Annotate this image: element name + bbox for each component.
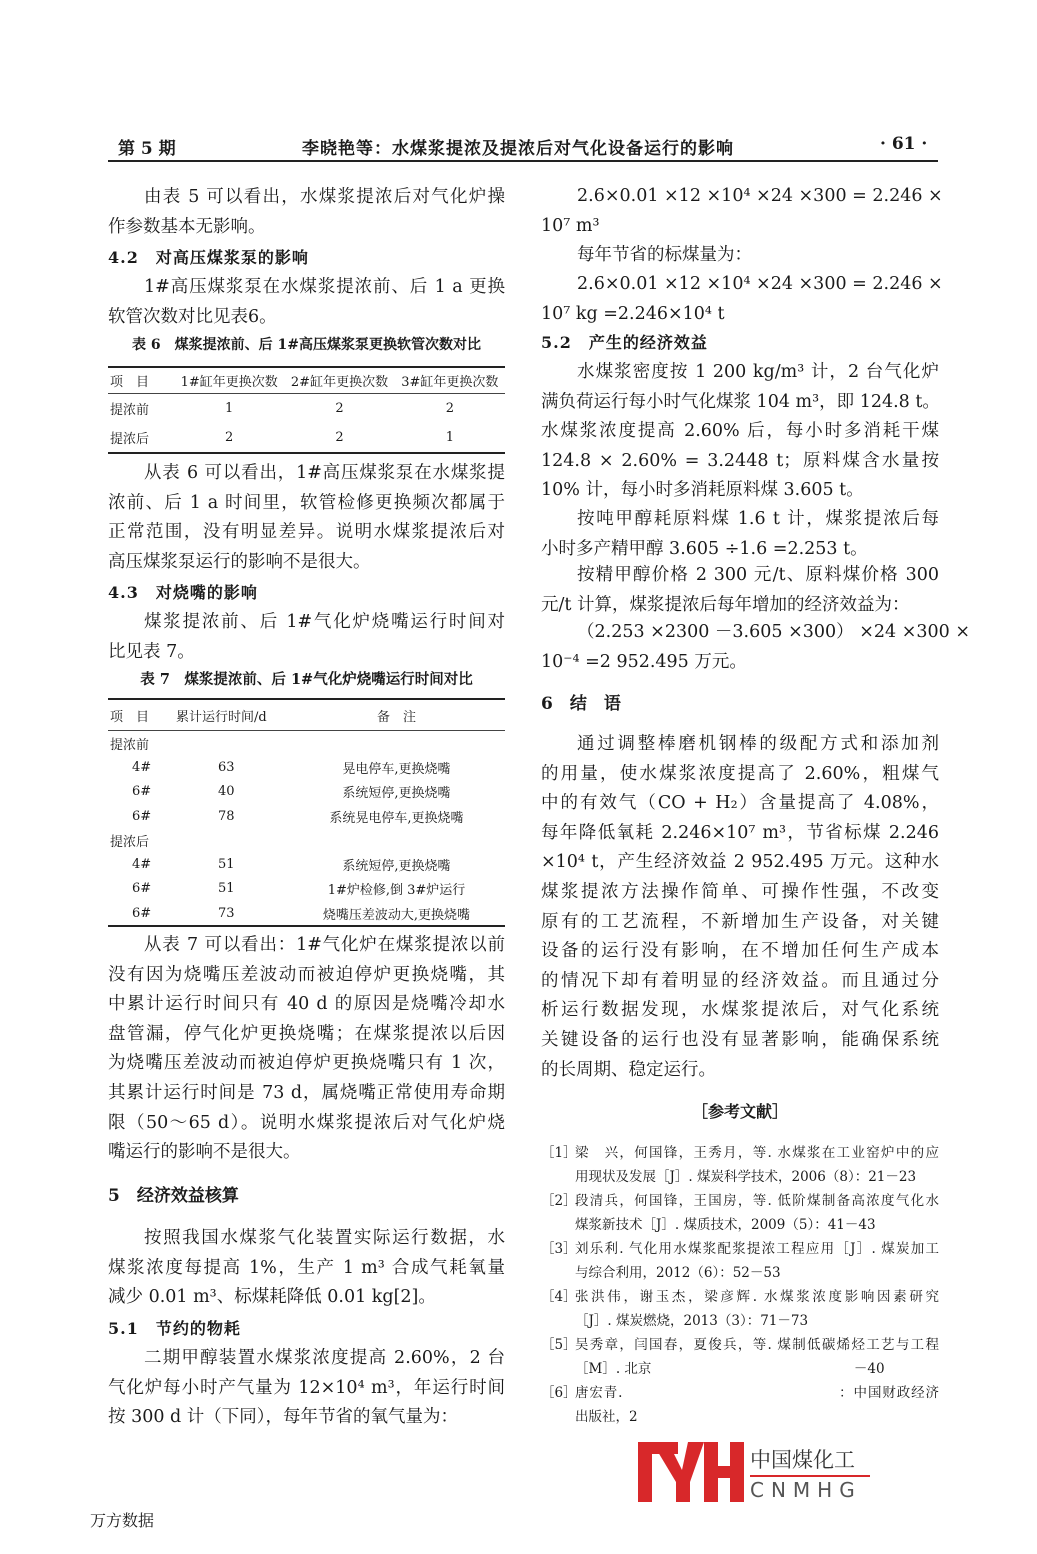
table-group-row [108,731,505,756]
text-line: 10⁻⁴ =2 952.495 万元。 [541,651,747,672]
text-line: 按吨甲醇耗原料煤 1.6 t 计，煤浆提浓后每 [577,509,939,529]
cell: 2 [225,430,234,445]
reference-line: 张洪伟，谢玉杰，梁彦辉. 水煤浆浓度影响因素研究 [575,1289,939,1305]
table-row [108,423,505,453]
text-line: 浓前、后 1 a 时间里，软管检修更换频次都属于 [108,492,505,513]
cell: 系统短停,更换烧嘴 [342,859,451,875]
table-group-row [108,828,505,852]
text-line: 10% 计，每小时多消耗原料煤 3.605 t。 [541,480,864,501]
reference-number: ［2］ [541,1193,577,1209]
reference-number: ［5］ [541,1337,577,1353]
reference-item [541,1381,939,1429]
paragraph [541,561,939,620]
text-line: 每年节省的标煤量为： [577,245,752,265]
text-line: 原有的工艺流程，不新增加生产设备，对关键 [541,911,939,932]
col-header: 2#缸年更换次数 [284,367,394,394]
cell: 51 [218,857,235,873]
reference-line: 煤浆新技术［J］. 煤质技术，2009（5）：41－43 [575,1217,876,1233]
text-line: 中的有效气（CO + H₂）含量提高了 4.08%， [541,793,939,814]
equation-coal [541,270,943,329]
text-line: 煤浆提浓前、后 1#气化炉烧嘴运行时间对 [144,612,505,632]
col-header: 备 注 [288,699,505,731]
paragraph [108,931,505,1168]
paragraph [108,459,505,577]
cell: 2 [335,401,344,416]
cell: 1 [445,430,454,445]
col-header: 1#缸年更换次数 [174,367,284,394]
section-heading-5-1: 5.1 节约的物耗 [108,1319,241,1338]
text-line: 元/t 计算，煤浆提浓后每年增加的经济效益为： [541,594,910,615]
text-line: 煤浆提浓方法操作简单、可操作性强，不改变 [541,881,939,902]
col-header: 项 目 [108,699,174,731]
header-rule [108,160,938,162]
reference-line: 刘乐利. 气化用水煤浆配浆提浓工程应用［J］. 煤炭加工 [575,1241,939,1257]
text-line: 按 300 d 计（下同），每年节省的氧气量为： [108,1407,459,1428]
cell: 烧嘴压差波动大,更换烧嘴 [322,907,471,923]
paragraph [108,1224,505,1313]
text-line: 软管次数对比见表6。 [108,306,277,327]
cell: 提浓前 [110,403,150,418]
text-line: 10⁷ kg =2.246×10⁴ t [541,303,725,324]
group-label: 提浓后 [110,834,150,850]
text-line: 2.6×0.01 ×12 ×10⁴ ×24 ×300 = 2.246 × [577,186,943,206]
text-line: （2.253 ×2300 －3.605 ×300） ×24 ×300 × [577,622,970,642]
cell: 2 [445,401,454,416]
text-line: 为烧嘴压差波动而被迫停炉更换烧嘴只有 1 次， [108,1053,505,1074]
running-title: 李晓艳等：水煤浆提浓及提浓后对气化设备运行的影响 [302,139,734,159]
section-heading-5: 5 经济效益核算 [108,1186,239,1206]
col-header: 项 目 [108,367,174,394]
text-line: 1#高压煤浆泵在水煤浆提浓前、后 1 a 更换 [144,277,505,297]
cell: 提浓后 [110,432,150,447]
paragraph [108,273,505,332]
cell: 6# [132,808,152,824]
reference-item [541,1141,939,1189]
section-heading-4-3: 4.3 对烧嘴的影响 [108,583,258,602]
text-line: 满负荷运行每小时气化煤浆 104 m³，即 124.8 t。 [541,391,940,412]
table-row [108,852,505,876]
references-heading: ［参考文献］ [691,1102,788,1121]
text-line: 减少 0.01 m³、标煤耗降低 0.01 kg[2]。 [108,1287,436,1308]
table-row [108,901,505,926]
watermark-cn-text: 中国煤化工 [750,1448,855,1472]
reference-list [541,1141,939,1429]
watermark-logo [638,1442,948,1504]
col-header: 3#缸年更换次数 [395,367,505,394]
text-line: 从表 7 可以看出：1#气化炉在煤浆提浓以前 [144,935,505,955]
text-line: 按精甲醇价格 2 300 元/t、原料煤价格 300 [577,565,939,585]
paragraph [541,241,939,271]
text-line: 二期甲醇装置水煤浆浓度提高 2.60%，2 台 [144,1348,505,1368]
watermark-en-text: CNMHG [750,1478,862,1502]
equation-benefit [541,618,970,677]
cell: 4# [132,759,152,775]
reference-item [541,1285,939,1333]
cell: 1#炉检修,倒 3#炉运行 [327,883,466,899]
text-line: 关键设备的运行也没有显著影响，能确保系统 [541,1029,939,1050]
cell: 系统短停,更换烧嘴 [342,786,451,802]
text-line: 气化炉每小时产气量为 12×10⁴ m³，年运行时间 [108,1377,505,1398]
text-line: 从表 6 可以看出，1#高压煤浆泵在水煤浆提 [144,463,505,483]
text-line: 的用量，使水煤浆浓度提高了 2.60%，粗煤气 [541,763,939,784]
cell: 晃电停车,更换烧嘴 [342,761,451,777]
table-7-title: 表 7 煤浆提浓前、后 1#气化炉烧嘴运行时间对比 [140,671,473,688]
reference-number: ［3］ [541,1241,577,1257]
reference-item [541,1189,939,1237]
reference-number: ［1］ [541,1145,577,1161]
paragraph [108,1344,505,1433]
table-6-title: 表 6 煤浆提浓前、后 1#高压煤浆泵更换软管次数对比 [132,337,481,353]
text-line: 每年降低氧耗 2.246×10⁷ m³，节省标煤 2.246 [541,822,939,843]
reference-line: 段清兵，何国锋，王国房，等. 低阶煤制备高浓度气化水 [575,1193,939,1209]
table-6 [108,366,505,454]
section-heading-6: 6 结 语 [541,694,621,714]
footer-source: 万方数据 [90,1511,155,1530]
text-line: 的长周期、稳定运行。 [541,1059,716,1080]
text-line: 小时多产精甲醇 3.605 ÷1.6 =2.253 t。 [541,538,868,559]
equation-oxygen [541,182,943,241]
cell: 1 [225,401,234,416]
paragraph [108,183,505,242]
text-line: 煤浆浓度每提高 1%，生产 1 m³ 合成气耗氧量 [108,1257,505,1278]
section-heading-4-2: 4.2 对高压煤浆泵的影响 [108,248,309,267]
text-line: 2.6×0.01 ×12 ×10⁴ ×24 ×300 = 2.246 × [577,274,943,294]
reference-item [541,1237,939,1285]
cell: 63 [218,759,235,775]
text-line: 嘴运行的影响不是很大。 [108,1142,301,1163]
cell: 6# [132,905,152,921]
text-line: 中累计运行时间只有 40 d 的原因是烧嘴冷却水 [108,994,505,1015]
text-line: 按照我国水煤浆气化装置实际运行数据，水 [144,1228,505,1248]
table-header-row [108,367,505,394]
table-row [108,394,505,424]
text-line: 其累计运行时间是 73 d，属烧嘴正常使用寿命期 [108,1082,505,1103]
reference-line: ［J］. 煤炭燃烧，2013（3）：71－73 [575,1313,809,1329]
text-line: 正常范围，没有明显差异。说明水煤浆提浓后对 [108,522,505,543]
reference-line: 唐宏青. ：中国财政经济 [575,1385,939,1401]
reference-number: ［6］ [541,1385,577,1401]
cell: 40 [218,784,235,800]
text-line: 水煤浆密度按 1 200 kg/m³ 计，2 台气化炉 [577,362,939,382]
text-line: 水煤浆浓度提高 2.60% 后，每小时多消耗干煤 [541,421,939,442]
text-line: 通过调整棒磨机钢棒的级配方式和添加剂 [577,734,939,754]
col-header: 累计运行时间/d [174,699,288,731]
table-row [108,780,505,804]
cell: 78 [218,808,235,824]
cell: 6# [132,881,152,897]
table-7 [108,698,505,927]
cell: 51 [218,881,235,897]
text-line: 限（50～65 d）。说明水煤浆提浓后对气化炉烧 [108,1112,505,1133]
issue-number: 第 5 期 [118,139,176,159]
table-header-row [108,699,505,731]
cell: 6# [132,784,152,800]
cell: 系统晃电停车,更换烧嘴 [329,810,464,826]
text-line: 10⁷ m³ [541,215,600,236]
text-line: 盘管漏，停气化炉更换烧嘴；在煤浆提浓以后因 [108,1023,505,1044]
table-row [108,804,505,828]
reference-line: 用现状及发展［J］. 煤炭科学技术，2006（8）：21－23 [575,1169,917,1185]
reference-line: 吴秀章，闫国春，夏俊兵，等. 煤制低碳烯烃工艺与工程 [575,1337,939,1353]
text-line: 析运行数据发现，水煤浆提浓后，对气化系统 [541,1000,939,1021]
text-line: 的情况下却有着明显的经济效益。而且通过分 [541,970,939,991]
reference-number: ［4］ [541,1289,577,1305]
paragraph [108,608,505,667]
table-row [108,877,505,901]
reference-line: 梁 兴，何国锋，王秀月，等. 水煤浆在工业窑炉中的应 [575,1145,939,1161]
table-row [108,755,505,779]
cell: 73 [218,905,235,921]
text-line: 设备的运行没有影响，在不增加任何生产成本 [541,941,939,962]
group-label: 提浓前 [110,737,150,753]
text-line: 没有因为烧嘴压差波动而被迫停炉更换烧嘴，其 [108,964,505,985]
reference-item [541,1333,939,1381]
text-line: 高压煤浆泵运行的影响不是很大。 [108,551,371,572]
page-number: · 61 · [880,134,928,154]
text-line: 124.8 × 2.60% = 3.2448 t；原料煤含水量按 [541,450,939,471]
reference-line: 与综合利用，2012（6）：52－53 [575,1265,781,1281]
text-line: 由表 5 可以看出，水煤浆提浓后对气化炉操 [144,187,505,207]
text-line: 作参数基本无影响。 [108,216,266,237]
cell: 4# [132,857,152,873]
text-line: 比见表 7。 [108,641,195,662]
paragraph [541,730,939,1085]
text-line: ×10⁴ t，产生经济效益 2 952.495 万元。这种水 [541,852,939,873]
reference-line: 出版社，2 [575,1409,638,1425]
paragraph [541,358,939,506]
reference-line: ［M］. 北京 －40 [575,1361,885,1377]
section-heading-5-2: 5.2 产生的经济效益 [541,333,708,352]
paragraph [541,505,939,564]
cell: 2 [335,430,344,445]
